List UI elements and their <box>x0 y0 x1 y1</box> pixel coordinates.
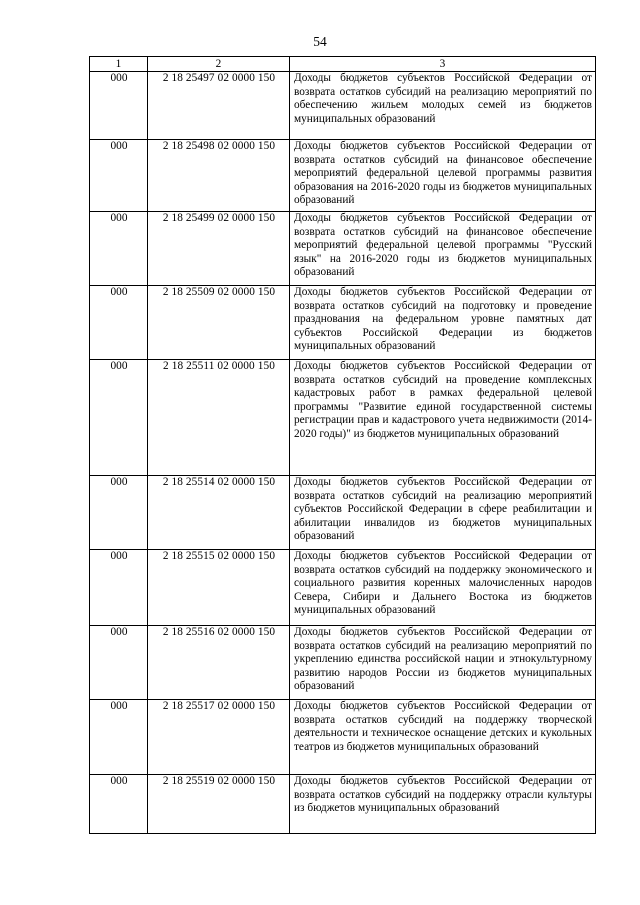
revenue-name-cell: Доходы бюджетов субъектов Российской Федерации от возврата остатков субсидий на финансовое обеспечение мероприятий федеральной целевой программы "Русский язык" на 2016-2020 годы из бюджетов муниципальных образований <box>290 212 596 286</box>
table-row <box>90 550 596 626</box>
admin-code-cell: 000 <box>90 286 148 360</box>
revenue-name-cell: Доходы бюджетов субъектов Российской Федерации от возврата остатков субсидий на поддержку творческой деятельности и техническое оснащение детских и кукольных театров из бюджетов муниципальных образований <box>290 700 596 775</box>
table-row <box>90 212 596 286</box>
table-header-row <box>90 57 596 72</box>
admin-code-cell: 000 <box>90 360 148 476</box>
admin-code-cell: 000 <box>90 212 148 286</box>
budget-code-cell: 2 18 25516 02 0000 150 <box>148 626 290 700</box>
budget-code-cell: 2 18 25499 02 0000 150 <box>148 212 290 286</box>
admin-code-cell: 000 <box>90 550 148 626</box>
budget-code-cell: 2 18 25515 02 0000 150 <box>148 550 290 626</box>
admin-code-cell: 000 <box>90 700 148 775</box>
admin-code-cell: 000 <box>90 72 148 140</box>
revenue-name-cell: Доходы бюджетов субъектов Российской Федерации от возврата остатков субсидий на поддержку отрасли культуры из бюджетов муниципальных образований <box>290 775 596 834</box>
revenue-name-cell: Доходы бюджетов субъектов Российской Федерации от возврата остатков субсидий на проведение комплексных кадастровых работ в рамках федеральной целевой программы "Развитие единой государственной системы регистрации прав и кадастрового учета недвижимости (2014-2020 годы)" из бюджетов муниципальных образований <box>290 360 596 476</box>
admin-code-cell: 000 <box>90 476 148 550</box>
column-header-2: 2 <box>148 57 290 72</box>
revenue-name-cell: Доходы бюджетов субъектов Российской Федерации от возврата остатков субсидий на реализацию мероприятий по укреплению единства российской нации и этнокультурному развитию народов России из бюджетов муниципальных образований <box>290 626 596 700</box>
table-row <box>90 626 596 700</box>
revenue-name-cell: Доходы бюджетов субъектов Российской Федерации от возврата остатков субсидий на подготовку и проведение празднования на федеральном уровне памятных дат субъектов Российской Федерации из бюджетов муниципальных образований <box>290 286 596 360</box>
table-row <box>90 72 596 140</box>
budget-code-cell: 2 18 25517 02 0000 150 <box>148 700 290 775</box>
revenue-name-cell: Доходы бюджетов субъектов Российской Федерации от возврата остатков субсидий на реализацию мероприятий субъектов Российской Федерации в сфере реабилитации и абилитации инвалидов из бюджетов муниципальных образований <box>290 476 596 550</box>
admin-code-cell: 000 <box>90 775 148 834</box>
revenue-codes-table <box>89 56 596 834</box>
table-row <box>90 775 596 834</box>
budget-code-cell: 2 18 25511 02 0000 150 <box>148 360 290 476</box>
revenue-name-cell: Доходы бюджетов субъектов Российской Федерации от возврата остатков субсидий на финансовое обеспечение мероприятий федеральной целевой программы развития образования на 2016-2020 годы из бюджетов муниципальных образований <box>290 140 596 212</box>
table-row <box>90 360 596 476</box>
admin-code-cell: 000 <box>90 140 148 212</box>
column-header-1: 1 <box>90 57 148 72</box>
revenue-name-cell: Доходы бюджетов субъектов Российской Федерации от возврата остатков субсидий на реализацию мероприятий по обеспечению жильем молодых семей из бюджетов муниципальных образований <box>290 72 596 140</box>
admin-code-cell: 000 <box>90 626 148 700</box>
revenue-name-cell: Доходы бюджетов субъектов Российской Федерации от возврата остатков субсидий на поддержку экономического и социального развития коренных малочисленных народов Севера, Сибири и Дальнего Востока из бюджетов муниципальных образований <box>290 550 596 626</box>
table-row <box>90 140 596 212</box>
table-row <box>90 700 596 775</box>
budget-code-cell: 2 18 25497 02 0000 150 <box>148 72 290 140</box>
table-row <box>90 286 596 360</box>
table-row <box>90 476 596 550</box>
page-number: 54 <box>313 34 327 49</box>
budget-code-cell: 2 18 25509 02 0000 150 <box>148 286 290 360</box>
budget-code-cell: 2 18 25519 02 0000 150 <box>148 775 290 834</box>
budget-code-cell: 2 18 25498 02 0000 150 <box>148 140 290 212</box>
column-header-3: 3 <box>290 57 596 72</box>
budget-code-cell: 2 18 25514 02 0000 150 <box>148 476 290 550</box>
